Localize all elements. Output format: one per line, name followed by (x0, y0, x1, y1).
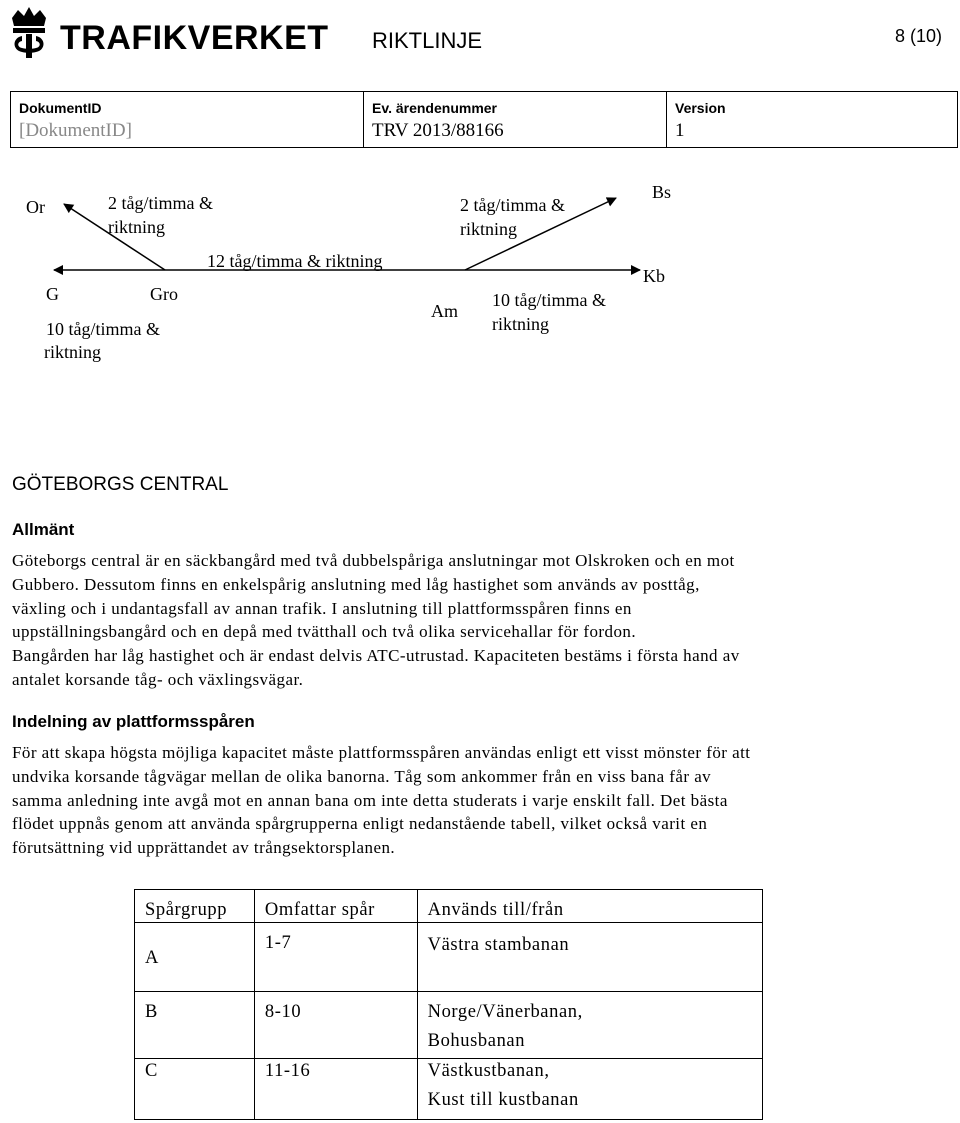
group-cell: C (145, 1061, 158, 1081)
version-value: 1 (675, 120, 685, 141)
node-am: Am (431, 301, 458, 321)
doc-id-label: DokumentID (19, 100, 102, 116)
am-bs-rate-line1: 2 tåg/timma & (460, 195, 565, 215)
usage-cell-line2: Bohusbanan (427, 1031, 526, 1051)
group-cell: B (145, 1002, 158, 1022)
general-line: antalet korsande tåg- och växlingsvägar. (12, 669, 304, 689)
division-line: förutsättning vid upprättandet av trångsektorsplanen. (12, 838, 396, 858)
page-number: 8 (10) (895, 26, 943, 46)
document-meta-table (10, 91, 958, 148)
node-kb: Kb (643, 266, 665, 286)
trafikverket-logo (4, 4, 329, 62)
doc-id-value: [DokumentID] (19, 120, 132, 141)
division-line: flödet uppnås genom att använda spårgrupperna enligt nedanstående tabell, vilket också varit en (12, 814, 708, 834)
gro-am-rate: 12 tåg/timma & riktning (207, 251, 383, 271)
am-bs-rate-line2: riktning (460, 219, 517, 239)
case-number-label: Ev. ärendenummer (372, 100, 498, 116)
usage-cell-line1: Västkustbanan, (427, 1061, 550, 1081)
tracks-cell: 8-10 (264, 1002, 302, 1022)
division-line: För att skapa högsta möjliga kapacitet måste plattformsspåren användas enligt ett visst mönster för att (12, 743, 751, 762)
document-type: RIKTLINJE (372, 28, 483, 53)
group-cell: A (145, 948, 159, 968)
am-kb-rate-line2: riktning (492, 314, 549, 334)
track-diagram (0, 160, 960, 380)
column-header: Spårgrupp (145, 900, 228, 920)
division-heading: Indelning av plattformsspåren (12, 712, 255, 731)
meta-version (666, 92, 958, 147)
or-gro-rate-line2: riktning (108, 217, 165, 237)
division-paragraph (12, 741, 952, 860)
node-gro: Gro (150, 284, 178, 304)
logo-text: TRAFIKVERKET (60, 19, 329, 57)
general-paragraph (12, 549, 952, 692)
division-line: samma anledning inte avgå mot en annan bana om inte detta studerats i varje enskilt fall. Det bästa (12, 790, 728, 810)
table-header-row (135, 890, 763, 923)
column-header: Används till/från (427, 900, 564, 920)
general-heading: Allmänt (12, 520, 75, 539)
general-line: Bangården har låg hastighet och är endast delvis ATC-utrustad. Kapaciteten bestäms i första hand av (12, 646, 740, 666)
table-row (135, 992, 763, 1059)
general-line: uppställningsbangård och en depå med tvätthall och två olika servicehallar för fordon. (12, 622, 637, 642)
node-bs: Bs (652, 182, 672, 202)
version-label: Version (675, 100, 726, 116)
general-line: växling och i undantagsfall av annan trafik. I anslutning till plattformsspåren finns en (12, 598, 632, 618)
crown-icon (4, 4, 54, 60)
tracks-cell: 1-7 (264, 933, 292, 953)
node-g: G (46, 284, 59, 304)
case-number-value: TRV 2013/88166 (372, 120, 504, 141)
usage-cell-line2: Kust till kustbanan (427, 1090, 579, 1110)
meta-doc-id (11, 92, 363, 147)
usage-cell-line1: Norge/Vänerbanan, (427, 1002, 583, 1022)
track-group-table (134, 889, 763, 1120)
g-rate-line1: 10 tåg/timma & (46, 319, 160, 339)
division-line: undvika korsande tågvägar mellan de olika banorna. Tåg som ankommer från en viss bana får av (12, 766, 712, 786)
section-title: GÖTEBORGS CENTRAL (12, 474, 229, 495)
node-or: Or (26, 197, 45, 217)
g-rate-line2: riktning (44, 342, 101, 362)
table-row (135, 1059, 763, 1120)
am-kb-rate-line1: 10 tåg/timma & (492, 290, 606, 310)
column-header: Omfattar spår (264, 900, 375, 920)
table-row (135, 923, 763, 992)
usage-cell: Västra stambanan (427, 935, 570, 955)
tracks-cell: 11-16 (264, 1061, 311, 1081)
general-line: Göteborgs central är en säckbangård med två dubbelspåriga anslutningar mot Olskroken och en mot (12, 551, 735, 570)
or-gro-rate-line1: 2 tåg/timma & (108, 193, 213, 213)
meta-case-number (363, 92, 667, 147)
general-line: Gubbero. Dessutom finns en enkelspårig anslutning med låg hastighet som används av posttåg, (12, 574, 700, 594)
